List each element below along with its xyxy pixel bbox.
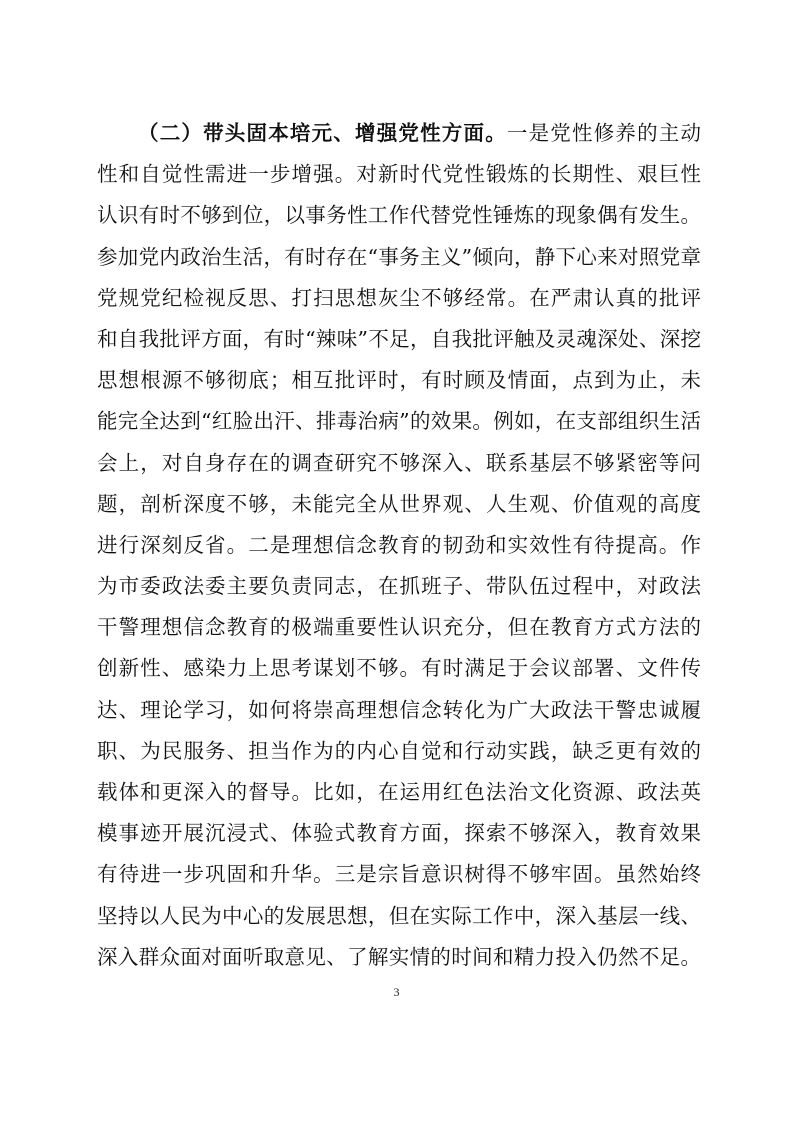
text-line: 为市委政法委主要负责同志，在抓班子、带队伍过程中，对政法 bbox=[97, 574, 701, 599]
text-line: 党规党纪检视反思、打扫思想灰尘不够经常。在严肃认真的批评 bbox=[97, 285, 701, 310]
body-paragraph bbox=[97, 113, 701, 978]
text-line: 会上，对自身存在的调查研究不够深入、联系基层不够紧密等问 bbox=[97, 450, 701, 475]
first-line-text: 一是党性修养的主动 bbox=[506, 121, 701, 145]
text-line: 思想根源不够彻底；相互批评时，有时顾及情面，点到为止，未 bbox=[97, 368, 701, 393]
text-line: 坚持以人民为中心的发展思想，但在实际工作中，深入基层一线、 bbox=[97, 903, 701, 928]
text-line: 载体和更深入的督导。比如，在运用红色法治文化资源、政法英 bbox=[97, 780, 701, 804]
text-line: 能完全达到“红脸出汗、排毒治病”的效果。例如，在支部组织生活 bbox=[97, 409, 701, 434]
text-line: 达、理论学习，如何将崇高理想信念转化为广大政法干警忠诚履 bbox=[97, 697, 701, 722]
text-line: 和自我批评方面，有时“辣味”不足，自我批评触及灵魂深处、深挖 bbox=[97, 326, 701, 351]
text-line: 模事迹开展沉浸式、体验式教育方面，探索不够深入，教育效果 bbox=[97, 821, 701, 846]
text-line: 深入群众面对面听取意见、了解实情的时间和精力投入仍然不足。 bbox=[97, 944, 701, 969]
text-line: 参加党内政治生活，有时存在“事务主义”倾向，静下心来对照党章 bbox=[97, 244, 701, 269]
text-line: 题，剖析深度不够，未能完全从世界观、人生观、价值观的高度 bbox=[97, 491, 701, 516]
text-line: 进行深刻反省。二是理想信念教育的韧劲和实效性有待提高。作 bbox=[97, 532, 701, 557]
page-number: 3 bbox=[393, 985, 400, 999]
text-line: 职、为民服务、担当作为的内心自觉和行动实践，缺乏更有效的 bbox=[97, 738, 701, 763]
text-line: 性和自觉性需进一步增强。对新时代党性锻炼的长期性、艰巨性 bbox=[97, 162, 701, 187]
text-line: 有待进一步巩固和升华。三是宗旨意识树得不够牢固。虽然始终 bbox=[97, 862, 701, 887]
text-line: 干警理想信念教育的极端重要性认识充分，但在教育方式方法的 bbox=[97, 615, 701, 640]
section-heading: （二）带头固本培元、增强党性方面。 bbox=[138, 121, 507, 145]
text-line: 认识有时不够到位，以事务性工作代替党性锤炼的现象偶有发生。 bbox=[97, 203, 701, 228]
text-line: 创新性、感染力上思考谋划不够。有时满足于会议部署、文件传 bbox=[97, 656, 701, 681]
text-line-first bbox=[97, 113, 701, 154]
